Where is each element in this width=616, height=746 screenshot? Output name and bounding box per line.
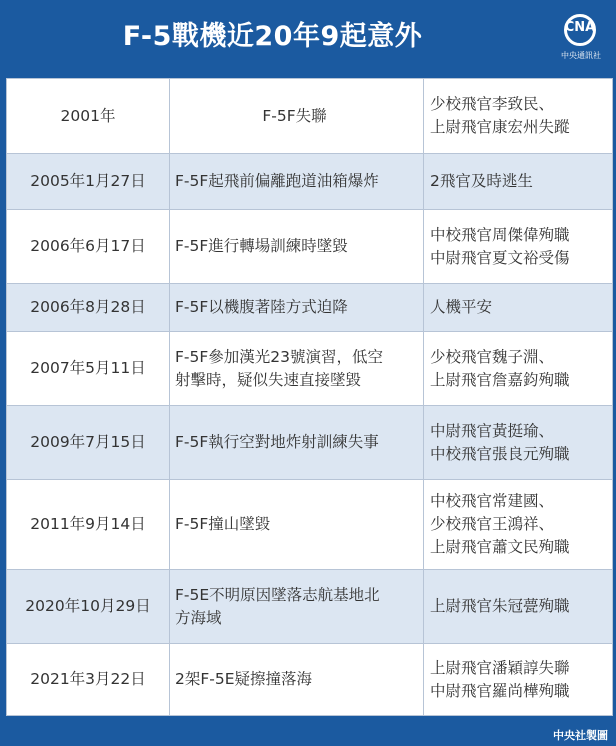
date-cell: 2005年1月27日: [7, 154, 170, 210]
result-cell: 2飛官及時逃生: [424, 154, 613, 210]
result-cell: 中校飛官周傑偉殉職 中尉飛官夏文裕受傷: [424, 210, 613, 284]
header: [0, 0, 616, 78]
logo-mark: CNA: [564, 20, 596, 35]
date-cell: 2009年7月15日: [7, 406, 170, 480]
event-cell: F-5F以機腹著陸方式迫降: [170, 284, 424, 332]
event-cell: 2架F-5E疑擦撞落海: [170, 644, 424, 716]
table-row: [7, 644, 613, 716]
event-cell: F-5F失聯: [170, 79, 424, 154]
date-cell: 2006年8月28日: [7, 284, 170, 332]
event-cell: F-5F執行空對地炸射訓練失事: [170, 406, 424, 480]
table-row: [7, 332, 613, 406]
date-cell: 2020年10月29日: [7, 570, 170, 644]
accident-table: [6, 78, 613, 716]
table-row: [7, 154, 613, 210]
event-cell: F-5F進行轉場訓練時墜毀: [170, 210, 424, 284]
table-row: [7, 480, 613, 570]
event-cell: F-5F起飛前偏離跑道油箱爆炸: [170, 154, 424, 210]
event-cell: F-5F參加漢光23號演習，低空 射擊時，疑似失速直接墜毀: [170, 332, 424, 406]
result-cell: 上尉飛官潘穎諄失聯 中尉飛官羅尚樺殉職: [424, 644, 613, 716]
result-cell: 人機平安: [424, 284, 613, 332]
table-row: [7, 406, 613, 480]
result-cell: 中校飛官常建國、 少校飛官王鴻祥、 上尉飛官蕭文民殉職: [424, 480, 613, 570]
result-cell: 少校飛官李致民、 上尉飛官康宏州失蹤: [424, 79, 613, 154]
table-row: [7, 79, 613, 154]
date-cell: 2006年6月17日: [7, 210, 170, 284]
date-cell: 2021年3月22日: [7, 644, 170, 716]
date-cell: 2001年: [7, 79, 170, 154]
table-row: [7, 284, 613, 332]
date-cell: 2011年9月14日: [7, 480, 170, 570]
date-cell: 2007年5月11日: [7, 332, 170, 406]
page-title: F-5戰機近20年9起意外: [122, 21, 423, 52]
result-cell: 中尉飛官黃挺瑜、 中校飛官張良元殉職: [424, 406, 613, 480]
footer-credit: 中央社製圖: [553, 729, 608, 742]
event-cell: F-5E不明原因墜落志航基地北 方海域: [170, 570, 424, 644]
table-row: [7, 210, 613, 284]
cna-logo: [554, 14, 608, 64]
logo-caption: 中央通訊社: [561, 51, 601, 60]
result-cell: 上尉飛官朱冠甍殉職: [424, 570, 613, 644]
result-cell: 少校飛官魏子淵、 上尉飛官詹嘉鈞殉職: [424, 332, 613, 406]
event-cell: F-5F撞山墜毀: [170, 480, 424, 570]
table-row: [7, 570, 613, 644]
